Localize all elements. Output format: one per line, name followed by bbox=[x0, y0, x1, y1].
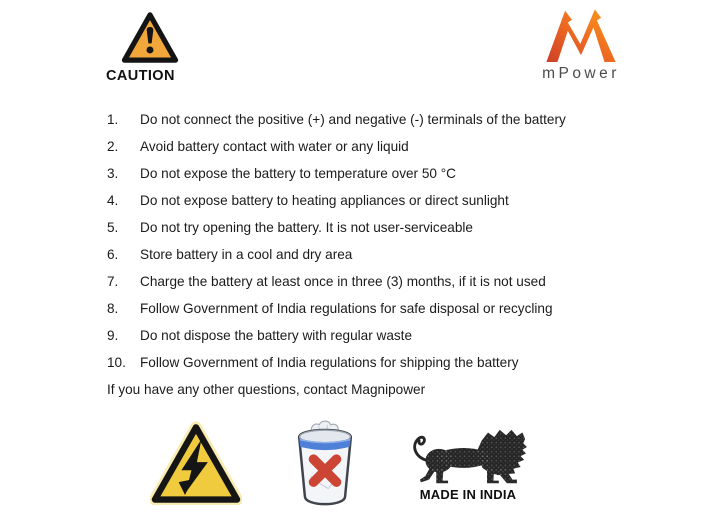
caution-triangle-icon bbox=[121, 10, 179, 65]
instruction-text: Follow Government of India regulations for safe disposal or recycling bbox=[140, 301, 553, 316]
mpower-logo-m-icon bbox=[544, 8, 618, 62]
instruction-number: 9. bbox=[107, 328, 119, 343]
instructions-list bbox=[107, 106, 667, 403]
instruction-number: 7. bbox=[107, 274, 119, 289]
instruction-number: 8. bbox=[107, 301, 119, 316]
brand-block bbox=[540, 8, 622, 83]
instruction-row bbox=[107, 268, 667, 295]
caution-label: CAUTION bbox=[106, 68, 175, 84]
instruction-text: Store battery in a cool and dry area bbox=[140, 247, 353, 262]
instruction-row bbox=[107, 241, 667, 268]
instruction-number: 5. bbox=[107, 220, 119, 235]
closing-note: If you have any other questions, contact Magnipower bbox=[107, 382, 426, 397]
instruction-row bbox=[107, 214, 667, 241]
instruction-number: 6. bbox=[107, 247, 119, 262]
instruction-row bbox=[107, 160, 667, 187]
instruction-text: Do not connect the positive (+) and negative (-) terminals of the battery bbox=[140, 112, 566, 127]
instruction-text: Do not dispose the battery with regular waste bbox=[140, 328, 413, 343]
instruction-row bbox=[107, 295, 667, 322]
instruction-row bbox=[107, 322, 667, 349]
make-in-india-lion-icon bbox=[405, 428, 531, 486]
instruction-text: Do not try opening the battery. It is not user-serviceable bbox=[140, 220, 473, 235]
no-trash-bin-icon bbox=[289, 419, 361, 508]
instruction-number: 3. bbox=[107, 166, 119, 181]
mpower-wordmark: mPower bbox=[542, 65, 620, 82]
made-in-india-label: MADE IN INDIA bbox=[419, 487, 517, 502]
instruction-number: 4. bbox=[107, 193, 119, 208]
made-in-india-block bbox=[403, 428, 533, 502]
instruction-text: Follow Government of India regulations for shipping the battery bbox=[140, 355, 519, 370]
instruction-row bbox=[107, 187, 667, 214]
instruction-number: 1. bbox=[107, 112, 119, 127]
instruction-number: 2. bbox=[107, 139, 119, 154]
instruction-text: Avoid battery contact with water or any liquid bbox=[140, 139, 409, 154]
instruction-row bbox=[107, 349, 667, 376]
instruction-row bbox=[107, 133, 667, 160]
instruction-text: Do not expose battery to heating appliances or direct sunlight bbox=[140, 193, 509, 208]
high-voltage-warning-icon bbox=[150, 421, 242, 505]
instruction-text: Do not expose the battery to temperature over 50 °C bbox=[140, 166, 457, 181]
instruction-text: Charge the battery at least once in three (3) months, if it is not used bbox=[140, 274, 546, 289]
instruction-number: 10. bbox=[107, 355, 126, 370]
instruction-row bbox=[107, 106, 667, 133]
